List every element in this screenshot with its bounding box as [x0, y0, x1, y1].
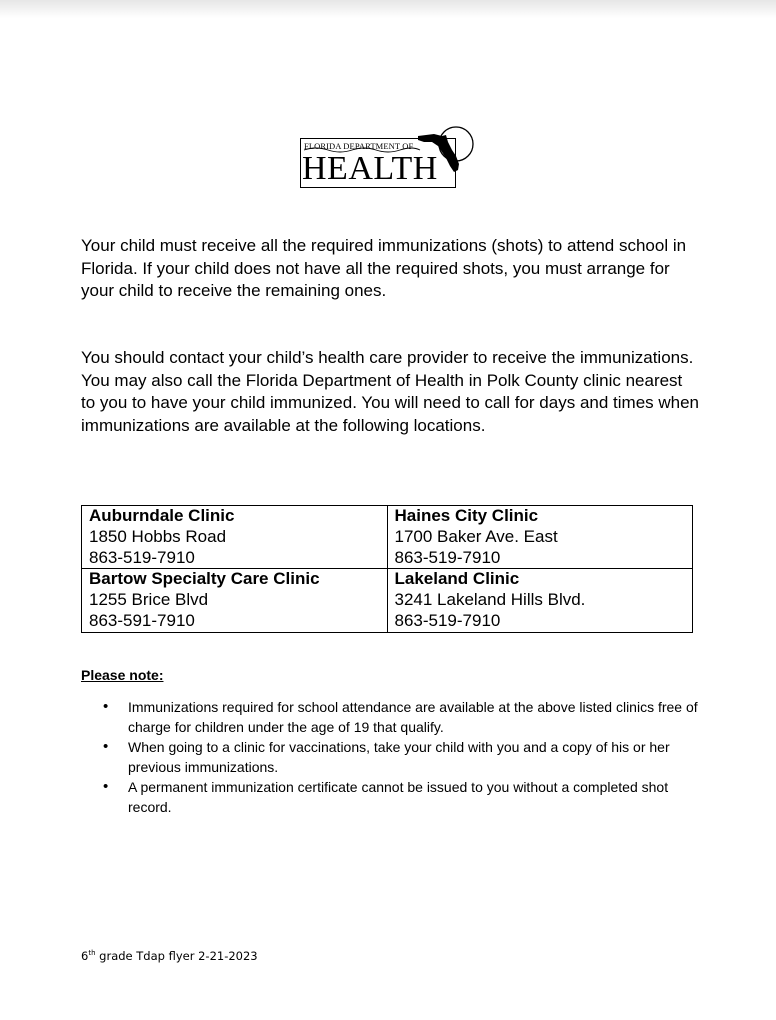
clinic-name: Haines City Clinic: [394, 506, 539, 525]
clinic-name: Bartow Specialty Care Clinic: [89, 569, 320, 589]
clinic-phone: 863-519-7910: [394, 547, 501, 567]
logo-org-line: FLORIDA DEPARTMENT OF: [304, 141, 414, 151]
clinic-cell-auburndale: [82, 506, 388, 569]
clinic-cell-bartow: [82, 569, 388, 632]
table-row: [82, 569, 693, 632]
list-item: • When going to a clinic for vaccinations, take your child with you and a copy of his or her previous immunizations.: [81, 737, 701, 777]
footer-flyer-label: [81, 949, 258, 963]
table-row: [82, 506, 693, 569]
clinic-address: 1700 Baker Ave. East: [394, 526, 558, 546]
footer-grade-number: 6: [81, 949, 89, 963]
notes-list: [81, 697, 701, 817]
footer-grade-suffix: th: [88, 949, 96, 958]
clinic-phone: 863-519-7910: [394, 610, 501, 630]
clinic-address: 1850 Hobbs Road: [89, 526, 227, 546]
list-item: • Immunizations required for school attendance are available at the above listed clinics free of charge for children under the age of 19 that qualify.: [81, 697, 701, 737]
florida-department-of-health-logo: [296, 122, 478, 194]
page-top-shadow: [0, 0, 776, 18]
clinic-phone: 863-591-7910: [89, 610, 195, 630]
intro-paragraph: Your child must receive all the required immunizations (shots) to attend school in Florida. If your child does not have all the required shots, you must arrange for your child to receive the remaining ones.: [81, 236, 687, 301]
clinic-cell-haines-city: [387, 506, 693, 569]
clinic-cell-lakeland: [387, 569, 693, 632]
clinic-locations-table: [81, 505, 693, 633]
clinic-address: 3241 Lakeland Hills Blvd.: [394, 590, 586, 610]
clinic-address: 1255 Brice Blvd: [89, 590, 209, 610]
clinic-name: Lakeland Clinic: [394, 569, 520, 589]
contact-paragraph: You should contact your child’s health care provider to receive the immunizations. You may also call the Florida Department of Health in Polk County clinic nearest to you to have your child immunized. You will need to call for days and times when immunizations are available at the following locations.: [81, 348, 700, 435]
clinic-name: Auburndale Clinic: [89, 506, 235, 525]
footer-text: grade Tdap flyer 2-21-2023: [95, 949, 258, 963]
list-item: • A permanent immunization certificate cannot be issued to you without a completed shot record.: [81, 777, 701, 817]
please-note-heading: Please note:: [81, 667, 164, 683]
clinic-phone: 863-519-7910: [89, 547, 195, 567]
logo-health-wordmark: HEALTH: [302, 150, 438, 187]
